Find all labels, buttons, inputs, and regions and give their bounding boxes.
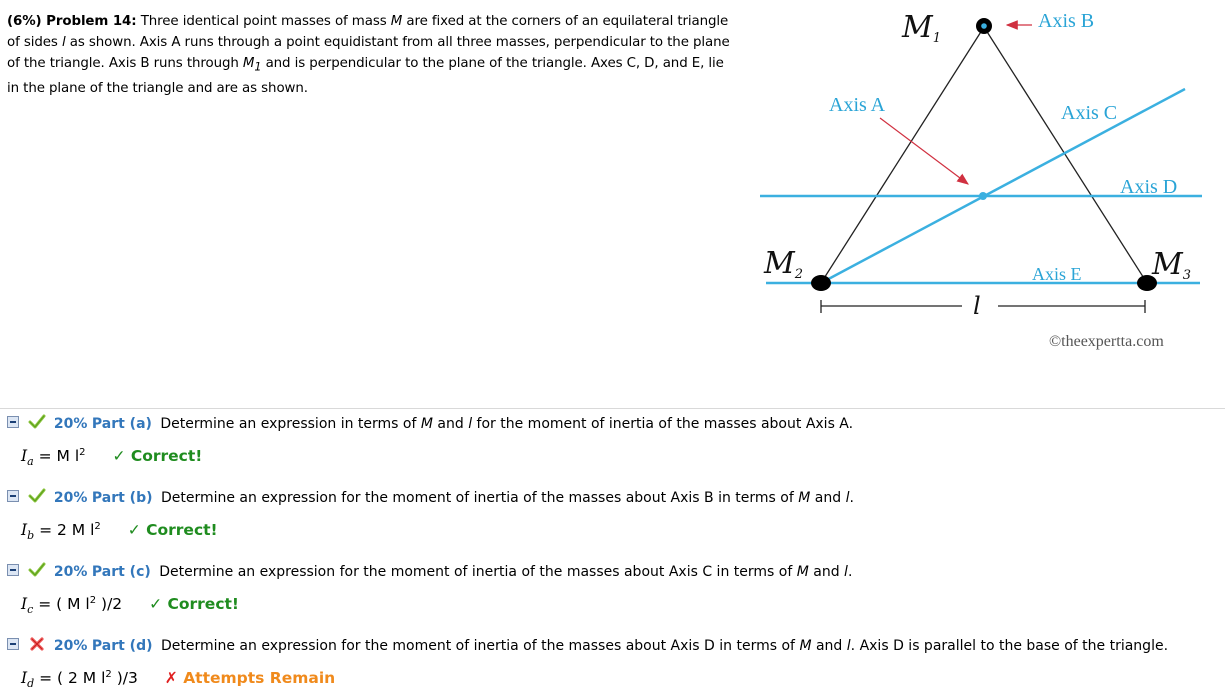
part-percent: 20% xyxy=(53,564,88,580)
label-axis-e: Axis E xyxy=(1032,264,1082,284)
check-icon xyxy=(28,414,46,430)
status-correct: ✓ Correct! xyxy=(127,521,218,540)
label-axis-a: Axis A xyxy=(829,94,886,116)
problem-statement xyxy=(7,11,735,99)
triangle-figure xyxy=(740,0,1225,400)
label-m3: M3 xyxy=(1152,247,1191,283)
collapse-toggle[interactable] xyxy=(7,638,19,650)
check-icon xyxy=(28,488,46,504)
label-axis-d: Axis D xyxy=(1120,176,1178,198)
problem-text-3: as shown. Axis A runs through a point equidistant from all three masses, perpendicular to the plane of the triangle. Axis B runs through xyxy=(7,35,730,71)
status-attempts-remain: ✗ Attempts Remain xyxy=(164,669,336,688)
axis-a-arrow xyxy=(880,118,968,184)
label-axis-c: Axis C xyxy=(1061,102,1118,124)
problem-var-l: l xyxy=(61,35,66,50)
answer-expression: = ( M $l^2$ )/2 xyxy=(38,595,123,614)
collapse-toggle[interactable] xyxy=(7,490,19,502)
problem-text-2: are fixed at the corners of an equilateral triangle of sides xyxy=(7,14,729,50)
problem-text-4: and is perpendicular to the plane of the triangle. Axes C, D, and E, lie in the plane of the triangle and are as shown. xyxy=(7,56,724,96)
label-length: l xyxy=(973,292,981,320)
answer-symbol: $I_b$ xyxy=(21,521,35,543)
label-m2: M2 xyxy=(764,246,803,282)
problem-header: (6%) Problem 14: xyxy=(7,14,137,29)
status-correct: ✓ Correct! xyxy=(149,595,239,614)
collapse-toggle[interactable] xyxy=(7,416,19,428)
problem-text-1: Three identical point masses of mass xyxy=(140,14,387,29)
answer-expression: = ( 2 M $l^2$ )/3 xyxy=(39,669,138,688)
axis-a-point xyxy=(979,192,987,200)
answer-symbol: $I_a$ xyxy=(21,447,34,469)
x-mark-icon: ✗ xyxy=(164,669,178,688)
collapse-toggle[interactable] xyxy=(7,564,19,576)
section-divider xyxy=(0,408,1225,409)
part-percent: 20% xyxy=(53,638,88,654)
part-label[interactable]: Part (a) xyxy=(91,416,152,432)
triangle-diagram xyxy=(740,0,1225,400)
part-question: Determine an expression for the moment of inertia of the masses about Axis B in terms of M and l. xyxy=(160,490,854,506)
part-question: Determine an expression for the moment of inertia of the masses about Axis D in terms of M and l. Axis D is parallel to the base of the triangle. xyxy=(160,638,1169,654)
answer-line xyxy=(21,516,218,543)
part-label[interactable]: Part (c) xyxy=(91,564,151,580)
answer-symbol: $I_d$ xyxy=(21,669,35,691)
answer-expression: = 2 M $l^2$ xyxy=(39,521,101,540)
answer-expression: = M $l^2$ xyxy=(38,447,86,466)
answer-line xyxy=(21,442,203,469)
part-percent: 20% xyxy=(53,416,88,432)
check-icon xyxy=(28,562,46,578)
status-correct: ✓ Correct! xyxy=(112,447,203,466)
part-question: Determine an expression for the moment of inertia of the masses about Axis C in terms of M and l. xyxy=(159,564,853,580)
problem-var-m: M xyxy=(390,14,403,29)
x-icon xyxy=(28,636,46,652)
mass-m2 xyxy=(811,275,831,291)
figure-copyright: ©theexpertta.com xyxy=(1049,333,1164,350)
part-percent: 20% xyxy=(53,490,88,506)
answer-line xyxy=(21,664,336,691)
triangle-side-left xyxy=(821,27,984,283)
part-label[interactable]: Part (d) xyxy=(91,638,153,654)
answer-line xyxy=(21,590,239,617)
problem-var-m1: $M_1$ xyxy=(242,56,262,74)
label-axis-b: Axis B xyxy=(1038,10,1095,32)
answer-symbol: $I_c$ xyxy=(21,595,34,617)
triangle-side-right xyxy=(984,27,1147,283)
label-m1: M1 xyxy=(902,10,941,46)
part-question: Determine an expression in terms of M and l for the moment of inertia of the masses about Axis A. xyxy=(160,416,854,432)
part-label[interactable]: Part (b) xyxy=(91,490,153,506)
